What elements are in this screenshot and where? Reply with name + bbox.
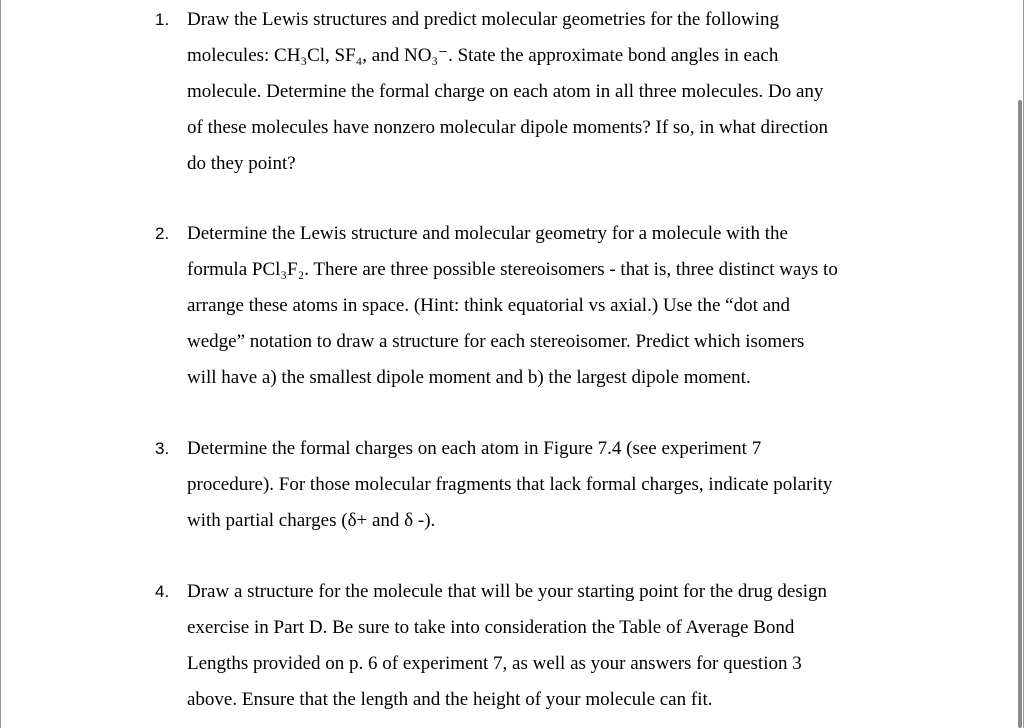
question-line: wedge” notation to draw a structure for each stereoisomer. Predict which isomers [187,331,805,352]
question-line: Lengths provided on p. 6 of experiment 7, as well as your answers for question 3 [187,653,802,674]
question-line: molecules: CH₃Cl, SF₄, and NO₃⁻. State the approximate bond angles in each [187,45,779,66]
vertical-scrollbar[interactable] [1018,100,1022,728]
question-line: do they point? [187,153,296,174]
question-line: molecule. Determine the formal charge on each atom in all three molecules. Do any [187,81,824,102]
question-line: above. Ensure that the length and the height of your molecule can fit. [187,689,713,710]
question-text [187,431,927,539]
question-number: 2. [155,224,170,243]
question-line: with partial charges (δ+ and δ -). [187,510,436,531]
question-text [187,574,927,718]
question-line: Draw a structure for the molecule that will be your starting point for the drug design [187,581,828,602]
question-number: 1. [155,10,170,29]
question-text [187,216,927,396]
question-line: arrange these atoms in space. (Hint: think equatorial vs axial.) Use the “dot and [187,295,791,316]
question-number: 3. [155,439,170,458]
question-text [187,2,927,182]
question-line: of these molecules have nonzero molecular dipole moments? If so, in what direction [187,117,829,138]
question-line: will have a) the smallest dipole moment and b) the largest dipole moment. [187,367,751,388]
question-line: Draw the Lewis structures and predict molecular geometries for the following [187,9,779,30]
question-line: Determine the Lewis structure and molecular geometry for a molecule with the [187,223,788,244]
question-line: procedure). For those molecular fragments that lack formal charges, indicate polarity [187,474,833,495]
question-line: Determine the formal charges on each atom in Figure 7.4 (see experiment 7 [187,438,762,459]
question-line: formula PCl₃F₂. There are three possible stereoisomers - that is, three distinct ways to [187,259,838,280]
question-number: 4. [155,582,170,601]
question-line: exercise in Part D. Be sure to take into consideration the Table of Average Bond [187,617,795,638]
